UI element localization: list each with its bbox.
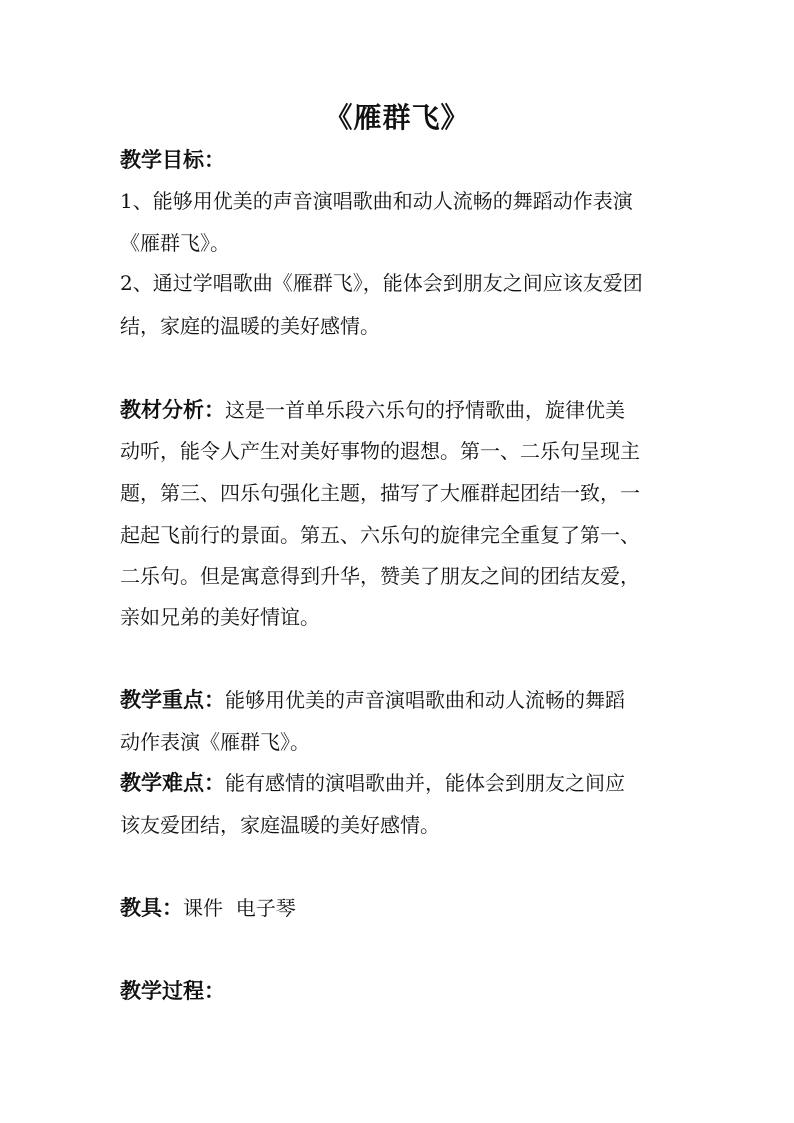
analysis-line-3: 题，第三、四乐句强化主题，描写了大雁群起团结一致，一 — [120, 481, 640, 505]
tools-text: 课件 电子琴 — [183, 896, 296, 920]
goals-line-2: 《雁群飞》。 — [120, 231, 230, 255]
difficulties-first-line — [120, 768, 625, 798]
process-heading: 教学过程： — [120, 978, 225, 1003]
analysis-paragraph-first-line — [120, 395, 625, 425]
analysis-line-6: 亲如兄弟的美好情谊。 — [120, 605, 320, 629]
key-points-heading: 教学重点： — [120, 687, 225, 712]
tools-line — [120, 893, 296, 923]
goals-line-4: 结，家庭的温暖的美好感情。 — [120, 314, 380, 338]
analysis-line-1: 这是一首单乐段六乐句的抒情歌曲，旋律优美 — [225, 398, 625, 422]
difficulties-heading: 教学难点： — [120, 770, 225, 795]
tools-heading: 教具： — [120, 895, 183, 920]
goals-line-3: 2、通过学唱歌曲《雁群飞》，能体会到朋友之间应该友爱团 — [120, 271, 643, 295]
analysis-heading: 教材分析： — [120, 397, 225, 422]
key-points-first-line — [120, 685, 625, 715]
difficulties-line-2: 该友爱团结，家庭温暖的美好感情。 — [120, 813, 440, 837]
goals-line-1: 1、能够用优美的声音演唱歌曲和动人流畅的舞蹈动作表演 — [120, 189, 633, 213]
key-points-line-1: 能够用优美的声音演唱歌曲和动人流畅的舞蹈 — [225, 688, 625, 712]
analysis-line-4: 起起飞前行的景面。第五、六乐句的旋律完全重复了第一、 — [120, 523, 640, 547]
analysis-line-5: 二乐句。但是寓意得到升华，赞美了朋友之间的团结友爱， — [120, 564, 640, 588]
goals-heading: 教学目标： — [120, 147, 225, 172]
document-title: 《雁群飞》 — [324, 101, 470, 134]
difficulties-line-1: 能有感情的演唱歌曲并，能体会到朋友之间应 — [225, 771, 625, 795]
key-points-line-2: 动作表演《雁群飞》。 — [120, 730, 310, 754]
analysis-line-2: 动听，能令人产生对美好事物的遐想。第一、二乐句呈现主 — [120, 439, 640, 463]
